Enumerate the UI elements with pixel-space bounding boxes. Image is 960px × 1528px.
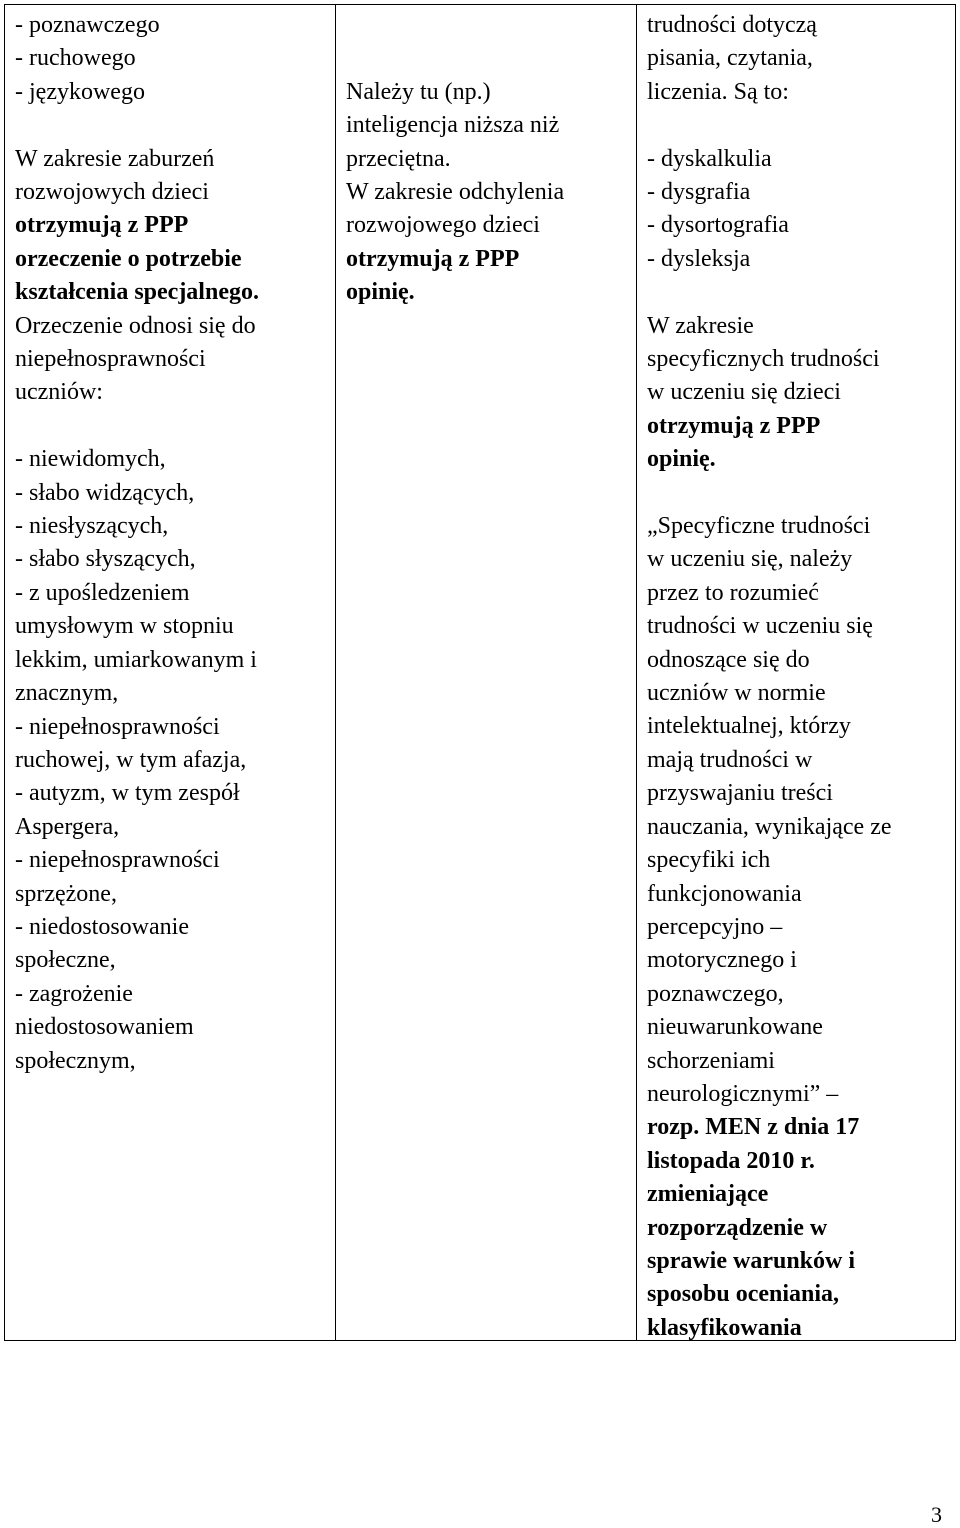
text-line: w uczeniu się, należy	[647, 546, 853, 573]
text-line: pisania, czytania,	[647, 45, 813, 72]
text-line: przez to rozumieć	[647, 579, 819, 606]
text-line: rozwojowych dzieci	[15, 179, 209, 206]
text-line: przeciętna.	[346, 145, 451, 172]
text-line: neurologicznymi” –	[647, 1080, 839, 1107]
text-line: lekkim, umiarkowanym i	[15, 646, 257, 673]
blank-line	[15, 109, 331, 142]
text-line: otrzymują z PPP	[15, 212, 189, 239]
text-line: znacznym,	[15, 680, 119, 707]
text-line: inteligencja niższa niż	[346, 112, 560, 139]
text-line: W zakresie odchylenia	[346, 179, 565, 205]
text-line: rozwojowego dzieci	[346, 212, 540, 239]
text-line: W zakresie zaburzeń	[15, 145, 215, 172]
text-line: opinię.	[346, 279, 415, 306]
text-line: - niesłyszących,	[15, 513, 169, 540]
text-line: - autyzm, w tym zespół	[15, 780, 240, 807]
text-line: nieuwarunkowane	[647, 1014, 823, 1041]
blank-line	[15, 410, 331, 443]
text-line: liczenia. Są to:	[647, 78, 789, 105]
text-line: intelektualnej, którzy	[647, 713, 851, 740]
column-divider-1	[335, 5, 336, 1340]
text-line: funkcjonowania	[647, 880, 802, 907]
text-line: otrzymują z PPP	[346, 245, 520, 272]
text-line: - słabo widzących,	[15, 479, 195, 506]
text-line: - niedostosowanie	[15, 913, 189, 940]
text-line: klasyfikowania	[647, 1314, 802, 1341]
text-line: - dyskalkulia	[647, 145, 772, 172]
text-line: w uczeniu się dzieci	[647, 379, 841, 406]
text-line: sprawie warunków i	[647, 1247, 856, 1274]
document-table	[4, 4, 956, 1341]
text-line: opinię.	[647, 446, 716, 473]
page-number: 3	[931, 1502, 942, 1527]
text-line: Orzeczenie odnosi się do	[15, 312, 256, 339]
text-line: rozporządzenie w	[647, 1214, 828, 1241]
text-line: niedostosowaniem	[15, 1014, 194, 1041]
text-line: specyficznych trudności	[647, 346, 880, 373]
text-line: „Specyficzne trudności	[647, 513, 871, 540]
text-line: - dysgrafia	[647, 179, 751, 206]
blank-line	[647, 276, 947, 309]
blank-line	[647, 477, 947, 510]
text-line: otrzymują z PPP	[647, 412, 821, 439]
text-line: - z upośledzeniem	[15, 579, 190, 606]
text-line: - niepełnosprawności	[15, 713, 220, 740]
text-line: percepcyjno –	[647, 913, 783, 940]
text-line: trudności dotyczą	[647, 12, 817, 38]
text-line: niepełnosprawności	[15, 346, 206, 373]
table-cell-right	[647, 9, 947, 1345]
text-line: zmieniające	[647, 1181, 769, 1208]
text-line: przyswajaniu treści	[647, 780, 833, 807]
text-line: mają trudności w	[647, 746, 813, 773]
blank-line	[647, 109, 947, 142]
text-line: - niewidomych,	[15, 446, 166, 473]
text-line: sposobu oceniania,	[647, 1281, 840, 1308]
text-line: ruchowej, w tym afazja,	[15, 746, 247, 773]
table-cell-left	[15, 9, 331, 1078]
text-line: Aspergera,	[15, 813, 120, 840]
text-line: W zakresie	[647, 312, 754, 339]
text-line: motorycznego i	[647, 947, 797, 974]
table-cell-middle	[346, 9, 631, 310]
text-line: listopada 2010 r.	[647, 1147, 815, 1174]
text-line: poznawczego,	[647, 980, 784, 1007]
text-line: kształcenia specjalnego.	[15, 279, 259, 306]
text-line: społeczne,	[15, 947, 116, 974]
text-line: - dysleksja	[647, 245, 751, 272]
text-line: Należy tu (np.)	[346, 78, 491, 105]
text-line: uczniów w normie	[647, 680, 826, 707]
text-line: nauczania, wynikające ze	[647, 813, 892, 840]
text-line: - poznawczego	[15, 12, 160, 38]
text-line: orzeczenie o potrzebie	[15, 245, 242, 272]
blank-line	[346, 9, 631, 42]
text-line: - zagrożenie	[15, 980, 133, 1007]
text-line: trudności w uczeniu się	[647, 613, 873, 640]
column-divider-2	[636, 5, 637, 1340]
text-line: - językowego	[15, 78, 145, 105]
text-line: - słabo słyszących,	[15, 546, 196, 573]
text-line: specyfiki ich	[647, 847, 771, 874]
text-line: umysłowym w stopniu	[15, 613, 234, 640]
blank-line	[346, 42, 631, 75]
text-line: - niepełnosprawności	[15, 847, 220, 874]
text-line: uczniów:	[15, 379, 103, 406]
text-line: - dysortografia	[647, 212, 789, 239]
text-line: schorzeniami	[647, 1047, 775, 1074]
text-line: - ruchowego	[15, 45, 136, 72]
text-line: sprzężone,	[15, 880, 117, 907]
text-line: odnoszące się do	[647, 646, 810, 673]
text-line: rozp. MEN z dnia 17	[647, 1114, 860, 1141]
text-line: społecznym,	[15, 1047, 136, 1074]
